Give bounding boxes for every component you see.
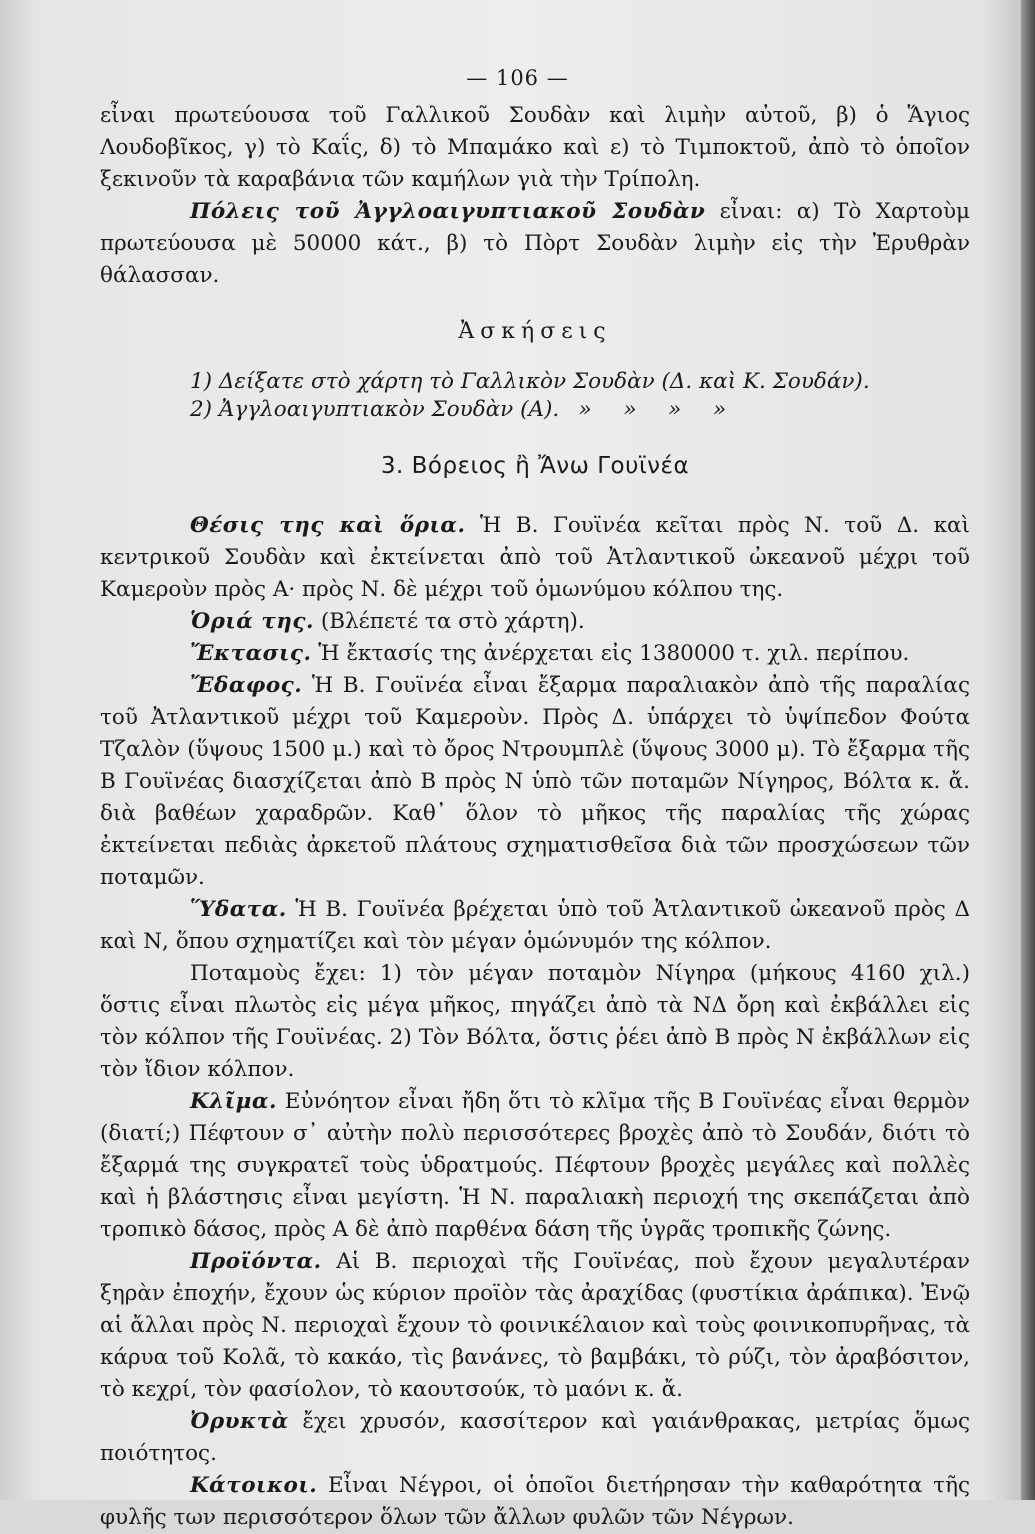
paragraph-text: Εὐνόητον εἶναι ἤδη ὅτι τὸ κλῖμα τῆς Β Γουϊνέας εἶναι θερμὸν (διατί;) Πέφτουν σ᾿ αὐτὴν πολὺ περισσότερες βροχὲς ἀπὸ τὸ Σουδάν, διότι τὸ ἔξαρμά της συγκρατεῖ τοὺς ὑδρατμούς. Πέφτουν βροχὲς μεγάλες καὶ πολλὲς καὶ ἡ βλάστησις εἶναι μεγίστη. Ἡ Ν. παραλιακὴ περιοχή της σκεπάζεται ἀπὸ τροπικὸ δάσος, πρὸς Α δὲ ἀπὸ παρθένα δάση τῆς ὑγρᾶς τροπικῆς ζώνης. — [100, 1089, 970, 1242]
page-number: — 106 — — [466, 66, 569, 90]
paragraph-climate — [100, 1086, 970, 1246]
paragraph-text: Εἶναι Νέγροι, οἱ ὁποῖοι διετήρησαν τὴν καθαρότητα τῆς φυλῆς των περισσότερον ὅλων τῶν ἄλλων φυλῶν τῶν Νέγρων. — [100, 1473, 970, 1530]
exercises-heading: Ἀσκήσεις — [458, 319, 612, 344]
paragraph-label: Ὀρυκτὰ — [190, 1409, 289, 1434]
ditto-mark: » — [713, 397, 727, 422]
paragraph-terrain — [100, 670, 970, 894]
ditto-mark: » — [578, 397, 592, 422]
ditto-mark: » — [623, 397, 637, 422]
paragraph-label: Ἔδαφος. — [190, 673, 303, 698]
paragraph-position — [100, 510, 970, 606]
paragraph-rivers: Ποταμοὺς ἔχει: 1) τὸν μέγαν ποταμὸν Νίγηρα (μήκους 4160 χιλ.) ὅστις εἶναι πλωτὸς εἰς μέγα μῆκος, πηγάζει ἀπὸ τὰ ΝΔ ὄρη καὶ ἐκβάλλει εἰς τὸν κόλπον τῆς Γουϊνέας. 2) Τὸν Βόλτα, ὅστις ῥέει ἀπὸ Β πρὸς Ν ἐκβάλλων εἰς τὸν ἴδιον κόλπον. — [100, 961, 970, 1082]
paragraph-text: Ἡ Β. Γουϊνέα βρέχεται ὑπὸ τοῦ Ἀτλαντικοῦ ὠκεανοῦ πρὸς Δ καὶ Ν, ὅπου σχηματίζει καὶ τὸν μέγαν ὁμώνυμόν της κόλπον. — [100, 897, 970, 954]
page-binding-edge — [1021, 0, 1035, 1500]
paragraph-inhabitants — [100, 1470, 970, 1534]
paragraph-text: (Βλέπετέ τα στὸ χάρτη). — [314, 609, 585, 634]
paragraph-text: Ἡ Β. Γουϊνέα εἶναι ἔξαρμα παραλιακὸν ἀπὸ τῆς παραλίας τοῦ Ἀτλαντικοῦ μέχρι τοῦ Καμεροὺν. Πρὸς Δ. ὑπάρχει τὸ ὑψίπεδον Φούτα Τζαλὸν (ὕψους 1500 μ.) καὶ τὸ ὄρος Ντρουμπλὲ (ὕψους 3000 μ). Τὸ ἔξαρμα τῆς Β Γουϊνέας διασχίζεται ἀπὸ Β πρὸς Ν ὑπὸ τῶν ποταμῶν Νίγηρος, Βόλτα κ. ἄ. διὰ βαθέων χαραδρῶν. Καθ᾿ ὅλον τὸ μῆκος τῆς παραλίας τῆς χώρας ἐκτείνεται πεδιὰς ἀρκετοῦ πλάτους σχηματισθεῖσα διὰ τῶν προσχώσεων τῶν ποταμῶν. — [100, 673, 970, 890]
page-body — [100, 100, 970, 1534]
paragraph-label: Ὁριά της. — [190, 609, 314, 634]
exercise-item-2 — [100, 396, 970, 424]
paragraph-products — [100, 1246, 970, 1406]
paragraph-waters — [100, 894, 970, 958]
ditto-mark: » — [668, 397, 682, 422]
paragraph-label: Θέσις της καὶ ὅρια. — [190, 513, 466, 538]
paragraph-label: Ὕδατα. — [190, 897, 287, 922]
paragraph-text: Ἡ ἔκτασίς της ἀνέρχεται εἰς 1380000 τ. χιλ. περίπου. — [311, 641, 910, 666]
paragraph-text: εἶναι: α) Τὸ Χαρτοὺμ πρωτεύουσα μὲ 50000 κάτ., β) τὸ Πὸρτ Σουδὰν λιμὴν εἰς τὴν Ἐρυθρὰν θάλασσαν. — [100, 199, 970, 288]
paragraph-label: Κάτοικοι. — [190, 1473, 318, 1498]
section-title: 3. Βόρειος ἢ Ἄνω Γουϊνέα — [380, 453, 690, 479]
paragraph-anglo-egyptian-cities — [100, 196, 970, 292]
paragraph-text: Ἡ Β. Γουϊνέα κεῖται πρὸς Ν. τοῦ Δ. καὶ κεντρικοῦ Σουδὰν καὶ ἐκτείνεται ἀπὸ τοῦ Ἀτλαντικοῦ ὠκεανοῦ μέχρι τοῦ Καμεροὺν πρὸς Α· πρὸς Ν. δὲ μέχρι τοῦ ὁμωνύμου κόλπου της. — [100, 513, 970, 602]
paragraph-label: Ἔκτασις. — [190, 641, 312, 666]
paragraph-label: Προϊόντα. — [190, 1249, 322, 1274]
paragraph-french-sudan-cities: εἶναι πρωτεύουσα τοῦ Γαλλικοῦ Σουδὰν καὶ λιμὴν αὐτοῦ, β) ὁ Ἅγιος Λουδοβῖκος, γ) τὸ Καΐς, δ) τὸ Μπαμάκο καὶ ε) τὸ Τιμποκτοῦ, ἀπὸ τὸ ὁποῖον ξεκινοῦν τὰ καραβάνια τῶν καμήλων γιὰ τὴν Τρίπολη. — [100, 103, 970, 192]
paragraph-text: Αἱ Β. περιοχαὶ τῆς Γουϊνέας, ποὺ ἔχουν μεγαλυτέραν ξηρὰν ἐποχήν, ἔχουν ὡς κύριον προϊὸν τὰς ἀραχίδας (φυστίκια ἀράπικα). Ἐνῷ αἱ ἄλλαι πρὸς Ν. περιοχαὶ ἔχουν τὸ φοινικέλαιον καὶ τοὺς φοινικοπυρῆνας, τὰ κάρυα τοῦ Κολᾶ, τὸ κακάο, τὶς βανάνες, τὸ βαμβάκι, τὸ ρύζι, τὸν ἀραβόσιτον, τὸ κεχρί, τὸν φασίολον, τὸ καουτσούκ, τὸ μαόνι κ. ἄ. — [100, 1249, 970, 1402]
paragraph-area — [100, 638, 970, 670]
paragraph-label: Κλῖμα. — [190, 1089, 277, 1114]
paragraph-minerals — [100, 1406, 970, 1470]
paragraph-borders — [100, 606, 970, 638]
exercise-text: 2) Ἀγγλοαιγυπτιακὸν Σουδὰν (Α). — [190, 397, 560, 422]
paragraph-text: ἔχει χρυσόν, κασσίτερον καὶ γαιάνθρακας, μετρίας ὅμως ποιότητος. — [100, 1409, 970, 1466]
paragraph-label: Πόλεις τοῦ Ἀγγλοαιγυπτιακοῦ Σουδὰν — [190, 199, 706, 224]
exercise-item-1: 1) Δείξατε στὸ χάρτη τὸ Γαλλικὸν Σουδὰν (Δ. καὶ Κ. Σουδάν). — [190, 369, 870, 394]
